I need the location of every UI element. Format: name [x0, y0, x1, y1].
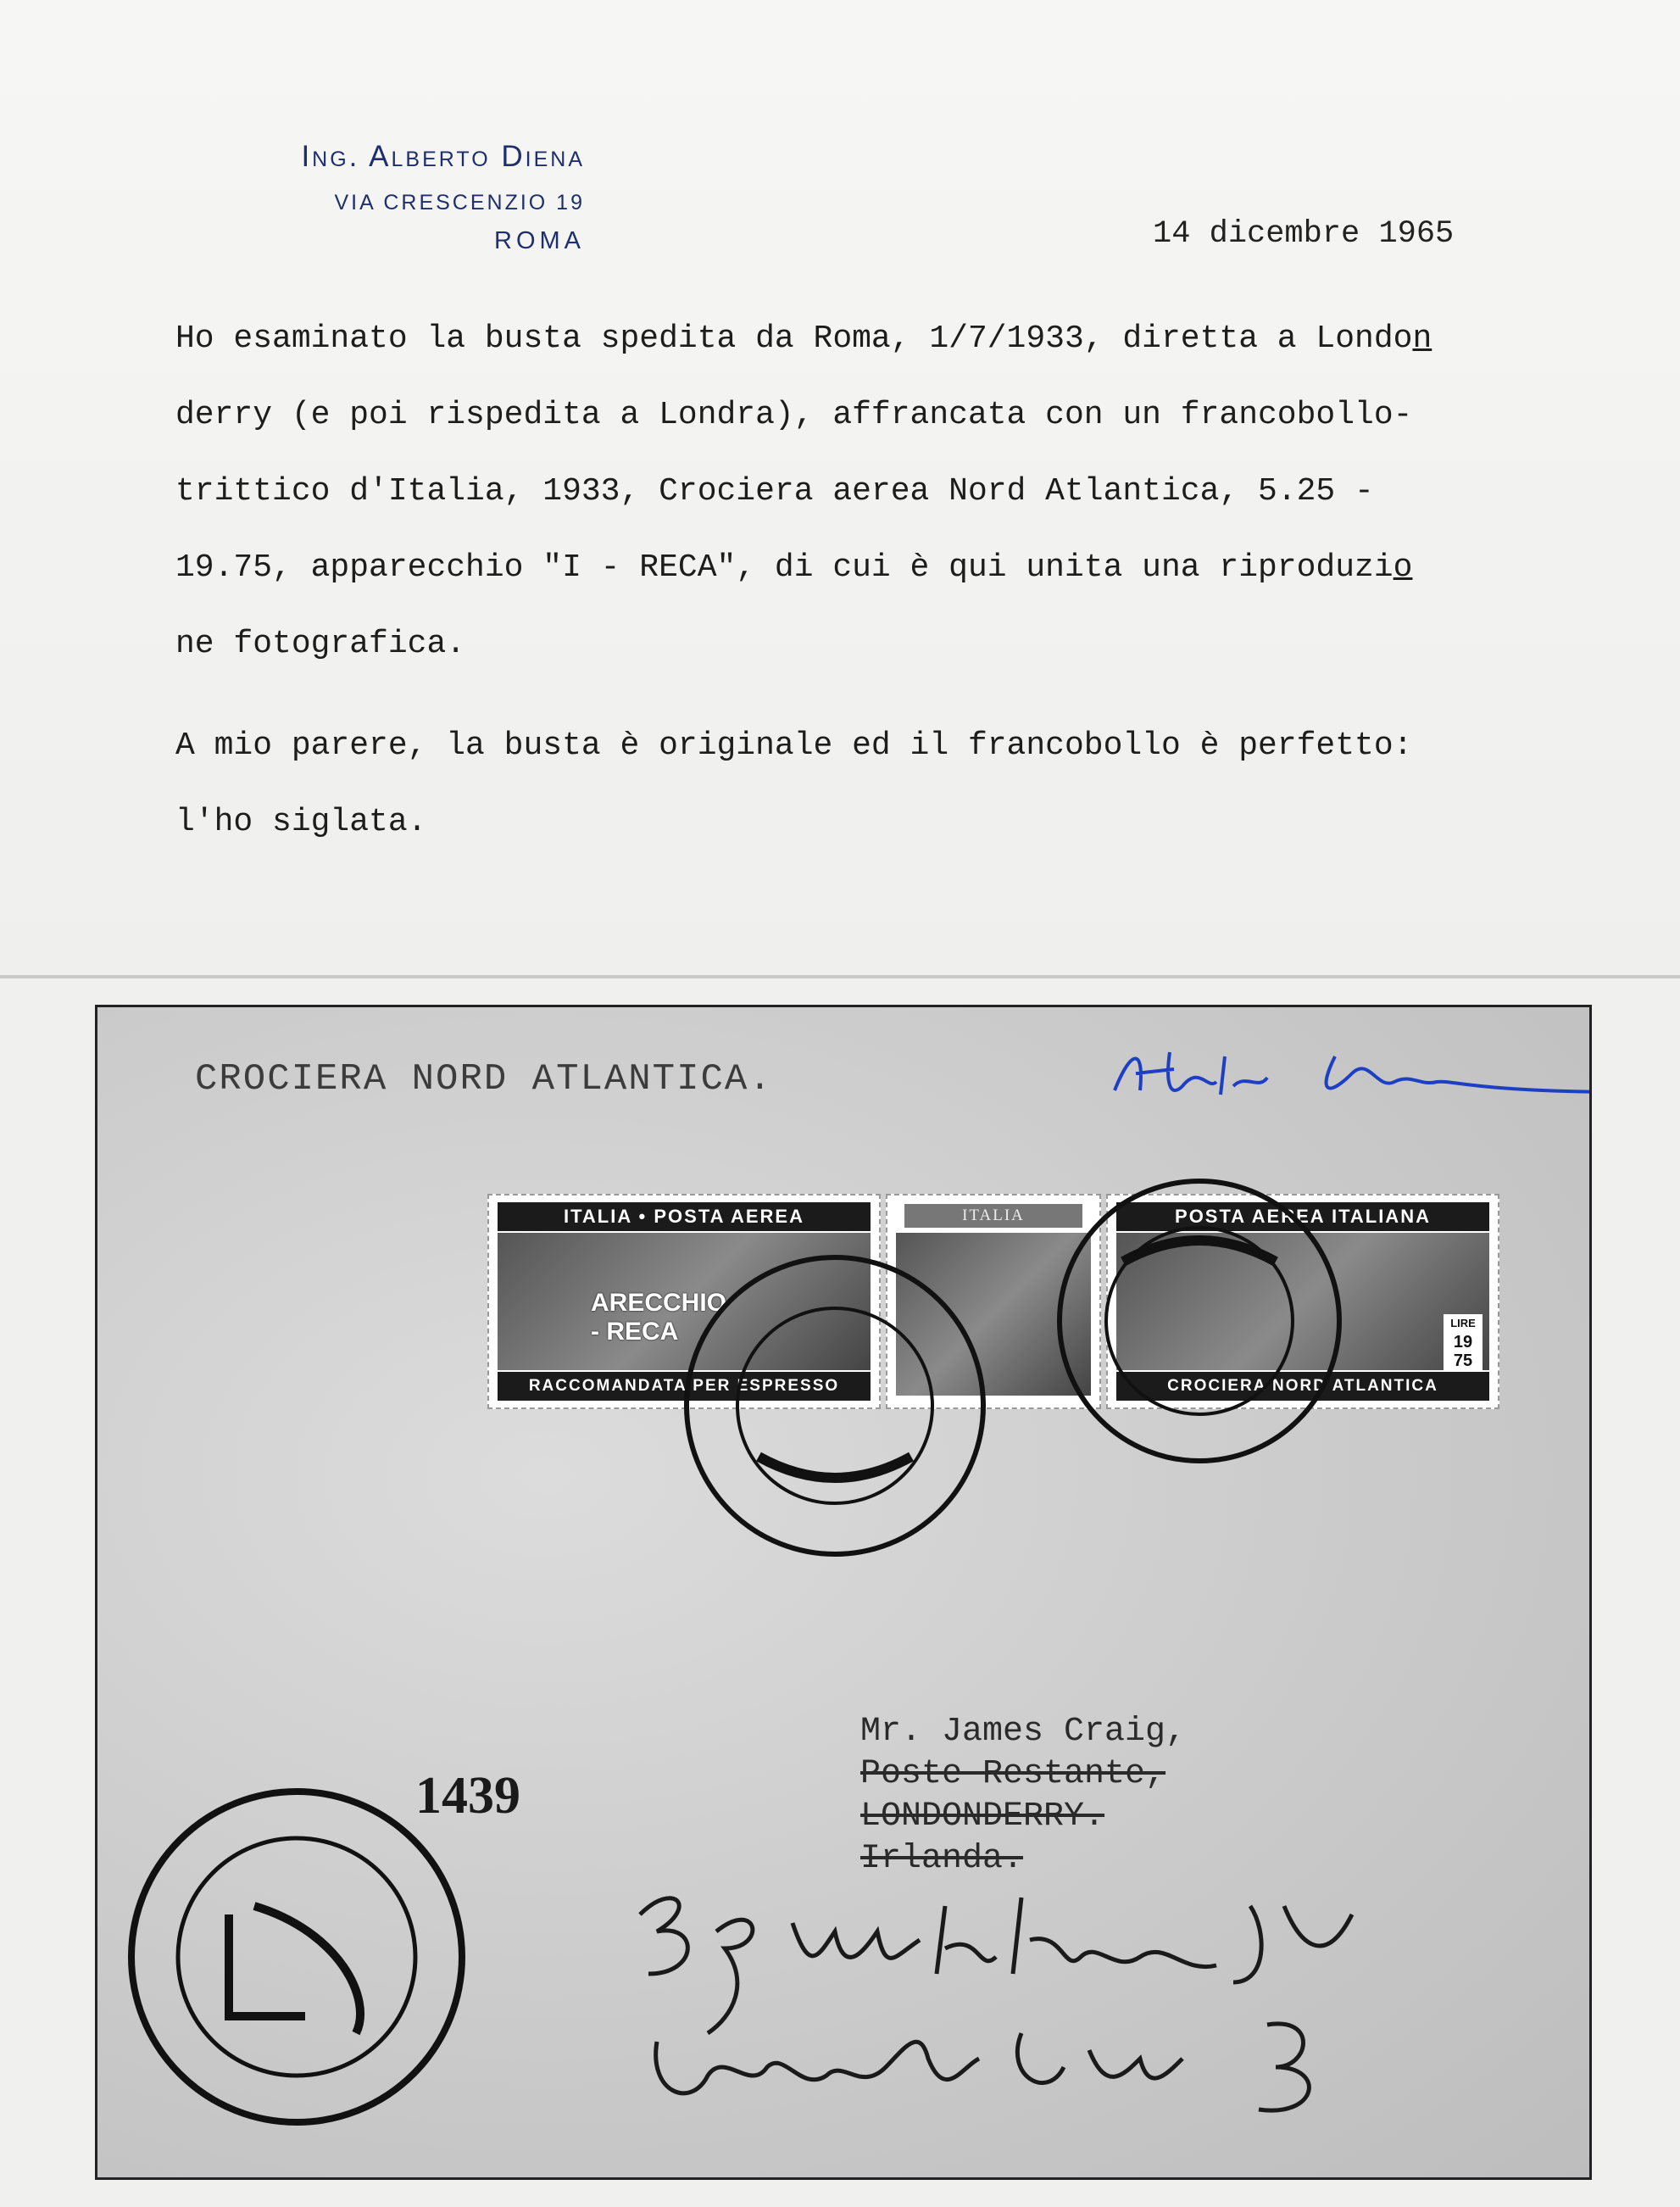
value-text: 19: [1453, 1333, 1473, 1352]
letter-text-underlined: o: [1393, 549, 1413, 586]
stamp-left-top-band: ITALIA • POSTA AEREA: [498, 1202, 871, 1231]
stamp-right-value: [1444, 1314, 1483, 1374]
letter-body: [175, 314, 1549, 873]
stamp-right-bottom-band: CROCIERA NORD ATLANTICA: [1116, 1372, 1489, 1401]
letterhead-name: Ing. Alberto Diena: [301, 140, 585, 173]
registration-cachet-icon: [119, 1779, 475, 2135]
letter-text: 19.75, apparecchio "I - RECA", di cui è qui unita una riproduzi: [175, 549, 1394, 586]
envelope-heading: CROCIERA NORD ATLANTICA.: [195, 1058, 773, 1101]
envelope-photo: [95, 1005, 1592, 2180]
address-line-struck: Irlanda.: [860, 1840, 1024, 1878]
postmark-left-icon: [674, 1245, 996, 1567]
address-line-struck: LONDONDERRY.: [860, 1797, 1105, 1836]
value-text: 75: [1453, 1352, 1473, 1370]
overprint-line: - RECA: [591, 1318, 679, 1346]
letter-text: Ho esaminato la busta spedita da Roma, 1/7/1933, diretta a Londo: [175, 320, 1413, 357]
signature-stroke: [1115, 1052, 1592, 1095]
letter-sheet: [0, 0, 1680, 975]
letter-text-underlined: n: [1412, 320, 1432, 357]
handwriting-line-2: [656, 2024, 1310, 2110]
signature-mark: [1098, 1039, 1592, 1116]
address-line: Mr. James Craig,: [860, 1713, 1187, 1751]
registration-number: 1439: [415, 1767, 520, 1825]
handwriting-line-1: [640, 1898, 1352, 2033]
letter-line: [175, 543, 1549, 619]
postmark-right-icon: [1047, 1168, 1352, 1474]
letter-line: l'ho siglata.: [175, 804, 427, 840]
letter-line: A mio parere, la busta è originale ed il francobollo è perfetto:: [175, 727, 1413, 764]
stamp-left-bottom-band: RACCOMANDATA PER ESPRESSO: [498, 1372, 871, 1401]
letter-line: trittico d'Italia, 1933, Crociera aerea Nord Atlantica, 5.25 -: [175, 473, 1374, 510]
handwritten-forwarding-address: [623, 1855, 1386, 2126]
letter-line: ne fotografica.: [175, 626, 466, 662]
letterhead-city: ROMA: [494, 227, 585, 254]
letterhead: [153, 140, 585, 255]
stamp-right-top-band: POSTA AEREA ITALIANA: [1116, 1202, 1489, 1231]
stamp-middle-label: ITALIA: [904, 1204, 1082, 1228]
letterhead-street: VIA CRESCENZIO 19: [334, 191, 585, 215]
letter-line: derry (e poi rispedita a Londra), affrancata con un francobollo-: [175, 397, 1413, 433]
letter-line: [175, 314, 1549, 390]
value-text: LIRE: [1450, 1317, 1476, 1329]
overprint-line: ARECCHIO: [591, 1289, 727, 1317]
paragraph-gap: [175, 695, 1549, 721]
letter-date: 14 dicembre 1965: [1153, 216, 1455, 252]
address-line-struck: Poste Restante,: [860, 1755, 1166, 1793]
